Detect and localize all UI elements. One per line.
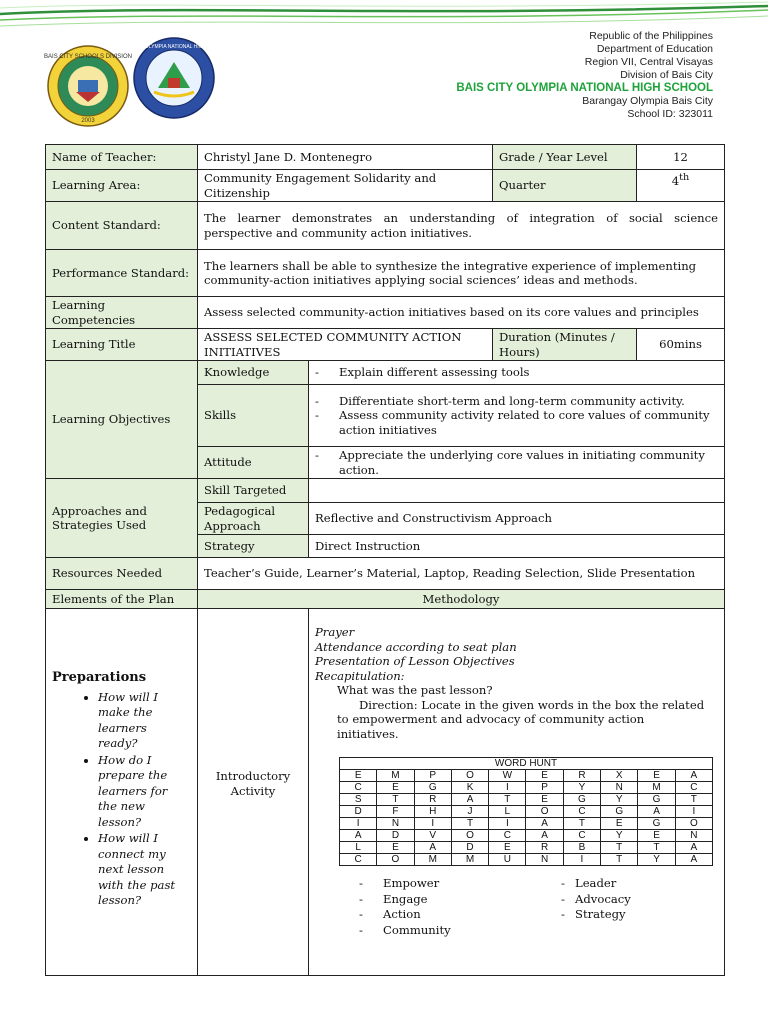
word-hunt-rows: [340, 770, 713, 866]
word-hunt-cell: T: [601, 854, 638, 866]
approaches-label: Approaches and Strategies Used: [46, 479, 198, 558]
word-item: Empower: [383, 876, 440, 890]
word-hunt-cell: I: [414, 818, 451, 830]
skills-label: Skills: [198, 385, 309, 447]
word-hunt-cell: G: [601, 806, 638, 818]
word-hunt-cell: O: [451, 830, 488, 842]
performance-standard-label: Performance Standard:: [46, 250, 198, 297]
learning-objectives-label: Learning Objectives: [46, 361, 198, 479]
word-hunt-cell: R: [414, 794, 451, 806]
intro-prayer: Prayer: [315, 625, 355, 639]
word-hunt-cell: A: [526, 818, 563, 830]
intro-objectives: Presentation of Lesson Objectives: [315, 654, 515, 668]
direction-text: Direction: Locate in the given words in the box the related to empowerment and advocacy of community action initiatives.: [337, 697, 705, 741]
introductory-activity-content: [309, 609, 725, 976]
word-hunt-cell: W: [489, 770, 526, 782]
word-hunt-cell: A: [340, 830, 377, 842]
word-hunt-cell: U: [489, 854, 526, 866]
skill-item: Assess community activity related to core values of community action initiatives: [339, 408, 710, 437]
strategy-value: Direct Instruction: [309, 535, 725, 558]
word-hunt-cell: C: [489, 830, 526, 842]
competencies-value: Assess selected community-action initiatives based on its core values and principles: [198, 297, 725, 329]
word-hunt-cell: A: [451, 794, 488, 806]
preparation-question: • How will I connect my next lesson with the past lesson?: [98, 831, 191, 909]
knowledge-value: - Explain different assessing tools: [309, 361, 725, 385]
learning-title-label: Learning Title: [46, 329, 198, 361]
word-hunt-cell: L: [489, 806, 526, 818]
introductory-activity-label: Introductory Activity: [198, 609, 309, 976]
knowledge-text: Explain different assessing tools: [339, 365, 530, 380]
word-hunt-cell: R: [526, 842, 563, 854]
quarter-number: 4: [671, 173, 680, 188]
word-list: [359, 876, 718, 938]
duration-label: Duration (Minutes / Hours): [493, 329, 637, 361]
word-hunt-row: [340, 854, 713, 866]
word-hunt-cell: A: [675, 854, 712, 866]
word-hunt-row: [340, 842, 713, 854]
word-hunt-cell: T: [601, 842, 638, 854]
word-item: Engage: [383, 891, 428, 906]
division-seal-logo: [46, 44, 130, 128]
skill-item: Differentiate short-term and long-term community activity.: [339, 393, 685, 408]
content-standard-value: The learner demonstrates an understanding of integration of social science perspective and community action initiatives.: [198, 202, 725, 250]
resources-label: Resources Needed: [46, 558, 198, 590]
word-hunt-cell: M: [451, 854, 488, 866]
content-standard-label: Content Standard:: [46, 202, 198, 250]
word-hunt-cell: Y: [563, 782, 600, 794]
word-hunt-cell: I: [489, 782, 526, 794]
word-hunt-cell: S: [340, 794, 377, 806]
word-hunt-cell: E: [526, 794, 563, 806]
word-item: Advocacy: [575, 891, 631, 906]
school-seal-text: BAIS CITY OLYMPIA NATIONAL HIGH SCHOOL: [119, 44, 229, 50]
word-hunt-cell: G: [414, 782, 451, 794]
learning-area-value: Community Engagement Solidarity and Citizenship: [198, 170, 493, 202]
intro-recapitulation: Recapitulation:: [315, 668, 405, 683]
lesson-plan-table: [45, 144, 725, 976]
preparations-cell: [46, 609, 198, 976]
strategy-label: Strategy: [198, 535, 309, 558]
school-id: School ID: 323011: [627, 108, 713, 120]
preparations-title: Preparations: [52, 670, 147, 685]
word-hunt-cell: Y: [601, 830, 638, 842]
learning-area-label: Learning Area:: [46, 170, 198, 202]
methodology-header: Methodology: [198, 590, 725, 609]
word-hunt-cell: A: [675, 842, 712, 854]
pedagogical-label: Pedagogical Approach: [198, 503, 309, 535]
word-hunt-row: [340, 794, 713, 806]
elements-header: Elements of the Plan: [46, 590, 198, 609]
word-hunt-cell: D: [340, 806, 377, 818]
header-line-region: Region VII, Central Visayas: [584, 56, 713, 68]
duration-value: 60mins: [637, 329, 725, 361]
word-hunt-cell: P: [526, 782, 563, 794]
word-hunt-cell: E: [638, 830, 675, 842]
word-hunt-cell: H: [414, 806, 451, 818]
deped-header: [456, 30, 713, 121]
word-hunt-cell: A: [414, 842, 451, 854]
resources-value: Teacher’s Guide, Learner’s Material, Laptop, Reading Selection, Slide Presentation: [198, 558, 725, 590]
word-hunt-cell: C: [675, 782, 712, 794]
word-list-right: - Leader - Advocacy - Strategy: [561, 876, 631, 921]
word-hunt-row: [340, 818, 713, 830]
teacher-label: Name of Teacher:: [46, 145, 198, 170]
word-hunt-row: [340, 770, 713, 782]
word-hunt-cell: I: [563, 854, 600, 866]
school-name: BAIS CITY OLYMPIA NATIONAL HIGH SCHOOL: [456, 82, 713, 94]
preparations-list: [52, 690, 191, 909]
word-hunt-cell: M: [638, 782, 675, 794]
skill-targeted-label: Skill Targeted: [198, 479, 309, 503]
word-hunt-cell: C: [340, 854, 377, 866]
word-hunt-cell: V: [414, 830, 451, 842]
word-hunt-cell: A: [675, 770, 712, 782]
preparation-question: • How will I make the learners ready?: [98, 690, 191, 752]
intro-attendance: Attendance according to seat plan: [315, 639, 517, 654]
word-item: Strategy: [575, 907, 626, 921]
header-line-department: Department of Education: [596, 43, 713, 55]
word-item: Leader: [575, 876, 617, 890]
word-hunt-cell: G: [638, 794, 675, 806]
word-hunt-cell: T: [377, 794, 414, 806]
quarter-value: [637, 170, 725, 202]
word-hunt-cell: N: [675, 830, 712, 842]
word-hunt-cell: L: [340, 842, 377, 854]
word-hunt-cell: A: [526, 830, 563, 842]
quarter-label: Quarter: [493, 170, 637, 202]
word-hunt-cell: M: [414, 854, 451, 866]
grade-label: Grade / Year Level: [493, 145, 637, 170]
word-hunt-cell: G: [638, 818, 675, 830]
word-hunt-cell: Y: [638, 854, 675, 866]
word-hunt-row: [340, 806, 713, 818]
word-hunt-cell: J: [451, 806, 488, 818]
word-list-left: - Empower - Engage - Action - Community: [359, 876, 451, 937]
word-hunt-cell: O: [675, 818, 712, 830]
word-hunt-cell: O: [451, 770, 488, 782]
word-hunt-cell: B: [563, 842, 600, 854]
header-line-division: Division of Bais City: [620, 69, 713, 81]
word-hunt-cell: T: [489, 794, 526, 806]
header-line-republic: Republic of the Philippines: [589, 30, 713, 42]
word-hunt-cell: M: [377, 770, 414, 782]
word-hunt-cell: R: [563, 770, 600, 782]
word-hunt-cell: I: [675, 806, 712, 818]
word-hunt-cell: E: [489, 842, 526, 854]
teacher-name: Christyl Jane D. Montenegro: [198, 145, 493, 170]
word-hunt-cell: E: [526, 770, 563, 782]
word-hunt-grid: [339, 757, 713, 866]
word-hunt-title: WORD HUNT: [340, 758, 713, 770]
word-hunt-cell: G: [563, 794, 600, 806]
word-hunt-cell: O: [526, 806, 563, 818]
school-seal-logo: [119, 36, 229, 120]
skill-targeted-value: [309, 479, 725, 503]
word-hunt-cell: O: [377, 854, 414, 866]
word-hunt-cell: P: [414, 770, 451, 782]
division-seal-year: 2003: [81, 118, 95, 124]
word-hunt-cell: C: [340, 782, 377, 794]
word-item: Action: [383, 907, 421, 921]
word-hunt-cell: N: [377, 818, 414, 830]
quarter-suffix: th: [679, 172, 690, 183]
learning-title-value: ASSESS SELECTED COMMUNITY ACTION INITIATIVES: [198, 329, 493, 361]
word-hunt-row: [340, 830, 713, 842]
word-hunt-cell: N: [601, 782, 638, 794]
attitude-label: Attitude: [198, 447, 309, 479]
word-hunt-cell: I: [340, 818, 377, 830]
performance-standard-value: The learners shall be able to synthesize the integrative experience of implementing community-action initiatives applying social sciences’ ideas and methods.: [198, 250, 725, 297]
word-hunt-cell: X: [601, 770, 638, 782]
pedagogical-value: Reflective and Constructivism Approach: [309, 503, 725, 535]
word-hunt-cell: N: [526, 854, 563, 866]
skills-value: - Differentiate short-term and long-term community activity. - Assess community activity related to core values of community action initiatives: [309, 385, 725, 447]
word-hunt-cell: C: [563, 806, 600, 818]
competencies-label: Learning Competencies: [46, 297, 198, 329]
word-hunt-cell: T: [638, 842, 675, 854]
word-hunt-cell: A: [638, 806, 675, 818]
word-hunt-cell: C: [563, 830, 600, 842]
word-hunt-cell: T: [451, 818, 488, 830]
word-hunt-cell: E: [638, 770, 675, 782]
word-hunt-cell: T: [675, 794, 712, 806]
word-hunt-cell: E: [377, 782, 414, 794]
school-address: Barangay Olympia Bais City: [582, 95, 713, 107]
knowledge-label: Knowledge: [198, 361, 309, 385]
word-hunt-cell: E: [377, 842, 414, 854]
attitude-value: - Appreciate the underlying core values in initiating community action.: [309, 447, 725, 479]
preparation-question: • How do I prepare the learners for the new lesson?: [98, 753, 191, 831]
division-seal-text: BAIS CITY SCHOOLS DIVISION: [44, 54, 132, 60]
word-hunt-cell: F: [377, 806, 414, 818]
past-lesson-question: What was the past lesson?: [337, 683, 493, 697]
word-hunt-cell: D: [451, 842, 488, 854]
grade-value: 12: [637, 145, 725, 170]
attitude-text: Appreciate the underlying core values in initiating community action.: [339, 448, 705, 477]
word-hunt-cell: D: [377, 830, 414, 842]
word-hunt-cell: K: [451, 782, 488, 794]
word-hunt-cell: I: [489, 818, 526, 830]
word-hunt-cell: E: [340, 770, 377, 782]
word-item: Community: [383, 922, 451, 937]
word-hunt-cell: E: [601, 818, 638, 830]
word-hunt-cell: Y: [601, 794, 638, 806]
word-hunt-row: [340, 782, 713, 794]
word-hunt-cell: T: [563, 818, 600, 830]
